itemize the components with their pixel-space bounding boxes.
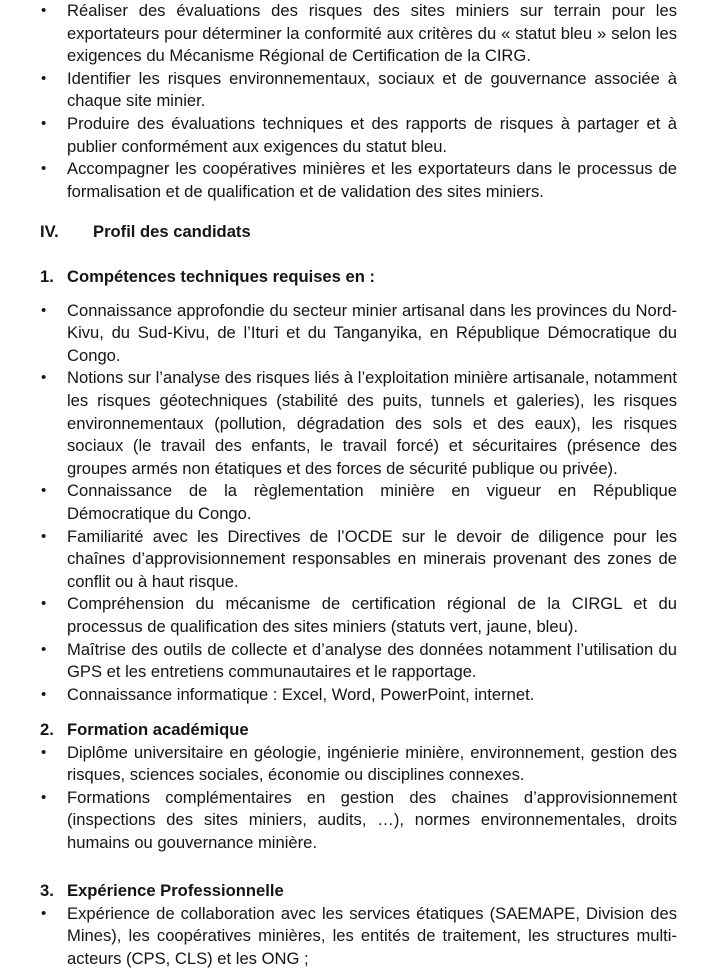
list-item-text: Familiarité avec les Directives de l’OCDE sur le devoir de diligence pour les chaînes d’approvisionnement responsables en minerais provenant des zones de conflit ou à haut risque. [67, 526, 677, 591]
list-item-text: Réaliser des évaluations des risques des sites miniers sur terrain pour les exportateurs pour déterminer la conformité aux critères du « statut bleu » selon les exigences du Mécanisme Régional de Certification de la CIRG. [67, 1, 677, 66]
bullet-icon: • [41, 2, 47, 19]
bullet-icon: • [41, 595, 47, 613]
list-item-text: Produire des évaluations techniques et des rapports de risques à partager et à publier conformément aux exigences du statut bleu. [67, 113, 677, 156]
list-item [0, 526, 711, 594]
list-item [0, 593, 711, 638]
formation-bullet-list [0, 742, 711, 855]
subsection-heading [0, 719, 711, 742]
bullet-icon: • [41, 788, 47, 806]
list-item [0, 113, 711, 158]
bullet-icon: • [41, 114, 47, 132]
list-item [0, 158, 711, 203]
subsection-number: 3. [40, 881, 54, 900]
bullet-icon: • [41, 160, 47, 178]
subsection-number: 2. [40, 720, 54, 739]
bullet-icon: • [41, 301, 47, 319]
list-item-text: Formations complémentaires en gestion des chaines d’approvisionnement (inspections des sites miniers, audits, …), normes environnementales, droits humains ou gouvernance minière. [67, 787, 677, 852]
list-item [0, 639, 711, 684]
list-item [0, 0, 711, 68]
list-item-text: Connaissance approfondie du secteur minier artisanal dans les provinces du Nord-Kivu, du Sud-Kivu, de l’Ituri et du Tanganyika, en République Démocratique du Congo. [67, 300, 677, 365]
list-item [0, 903, 711, 971]
list-item [0, 480, 711, 525]
intro-list-block [0, 0, 711, 203]
list-item [0, 367, 711, 480]
list-item-text: Identifier les risques environnementaux, sociaux et de gouvernance associée à chaque site minier. [67, 68, 677, 111]
subsection-heading [0, 880, 711, 903]
bullet-icon: • [41, 640, 47, 658]
section-title: Profil des candidats [93, 222, 251, 241]
list-item-text: Compréhension du mécanisme de certification régional de la CIRGL et du processus de qualification des sites miniers (statuts vert, jaune, bleu). [67, 594, 677, 636]
list-item-text: Accompagner les coopératives minières et les exportateurs dans le processus de formalisation et de qualification et de validation des sites miniers. [67, 159, 677, 201]
bullet-icon: • [41, 369, 47, 387]
bullet-icon: • [41, 527, 47, 545]
list-item-text: Maîtrise des outils de collecte et d’analyse des données notamment l’utilisation du GPS et les entretiens communautaires et le rapportage. [67, 639, 677, 682]
subsection-heading [0, 266, 711, 289]
bullet-icon: • [41, 685, 47, 703]
experience-bullet-list [0, 903, 711, 971]
list-item-text: Connaissance informatique : Excel, Word, PowerPoint, internet. [67, 684, 535, 704]
subsection-title: Compétences techniques requises en : [67, 267, 375, 286]
intro-bullet-list [0, 0, 711, 203]
bullet-icon: • [41, 69, 47, 87]
subsection-title: Formation académique [67, 720, 249, 739]
list-item [0, 742, 711, 787]
subsection-3 [0, 880, 711, 970]
list-item [0, 68, 711, 113]
list-item-text: Connaissance de la règlementation minière en vigueur en République Démocratique du Congo. [67, 481, 677, 523]
bullet-icon: • [41, 743, 47, 761]
list-item [0, 684, 711, 707]
list-item [0, 300, 711, 368]
list-item-text: Expérience de collaboration avec les services étatiques (SAEMAPE, Division des Mines), les coopératives minières, les entités de traitement, les structures multi-acteurs (CPS, CLS) et les ONG ; [67, 903, 677, 968]
bullet-icon: • [41, 904, 47, 922]
competences-bullet-list [0, 300, 711, 707]
bullet-icon: • [41, 482, 47, 500]
subsection-title: Expérience Professionnelle [67, 881, 284, 900]
subsection-number: 1. [40, 267, 54, 286]
section-number: IV. [40, 222, 59, 241]
subsection-2 [0, 719, 711, 855]
list-item-text: Notions sur l’analyse des risques liés à l’exploitation minière artisanale, notamment les risques géotechniques (stabilité des puits, tunnels et galeries), les risques environnementaux (pollution, dégradation des sols et des eaux), les risques sociaux (le travail des enfants, le travail forcé) et sécuritaires (présence des groupes armés non étatiques et des forces de sécurité publique ou privée). [67, 368, 677, 478]
list-item-text: Diplôme universitaire en géologie, ingénierie minière, environnement, gestion des risques, sciences sociales, économie ou disciplines connexes. [67, 742, 677, 785]
list-item [0, 787, 711, 855]
subsection-1 [0, 266, 711, 706]
